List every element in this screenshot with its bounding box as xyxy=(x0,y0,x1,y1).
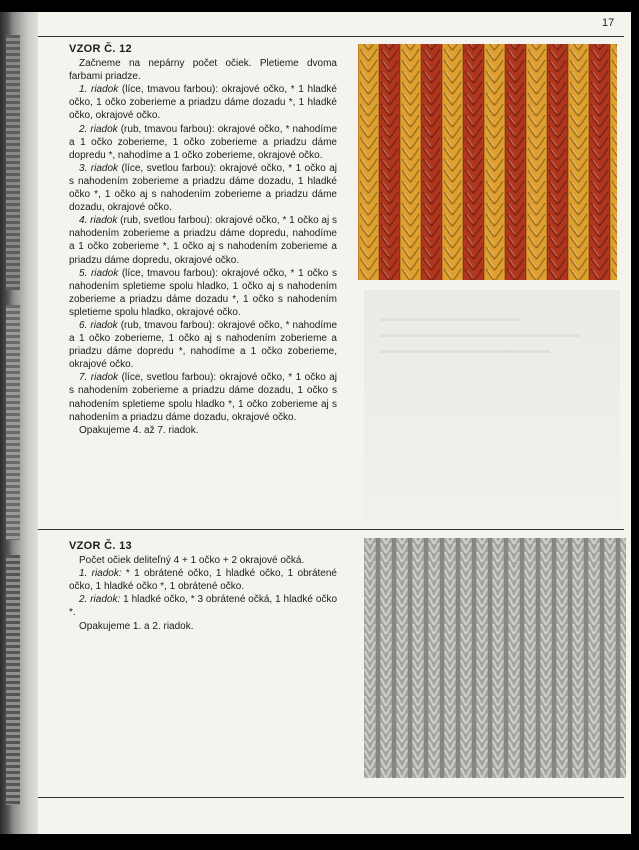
show-through-line xyxy=(380,334,580,337)
show-through-line xyxy=(380,350,550,353)
section-divider xyxy=(38,529,624,530)
instruction-row xyxy=(69,319,337,371)
left-page-photo-edge xyxy=(6,305,20,540)
top-rule xyxy=(38,36,624,37)
page-number: 17 xyxy=(602,17,615,29)
row-label: 4. riadok xyxy=(79,215,118,227)
pattern-12-intro: Začneme na nepárny počet očiek. Pletieme dvoma farbami priadze. xyxy=(69,58,337,83)
pattern-12-photo xyxy=(358,44,617,280)
row-text: 1 hladké očko, * 3 obrátené očká, 1 hladké očko *. xyxy=(69,594,337,619)
row-label: 6. riadok xyxy=(79,319,118,331)
pattern-12-repeat: Opakujeme 4. až 7. riadok. xyxy=(79,424,199,436)
pattern-13-text xyxy=(69,540,337,633)
row-text: (líce, svetlou farbou): okrajové očko, * 1 očko aj s nahodením zoberieme a priadzu dáme dozadu, 1 hladké očko *, 1 očko aj s nahodením zoberieme a priadzu dáme dozadu, okrajové očko. xyxy=(69,162,337,214)
row-label: 1. riadok xyxy=(79,84,119,96)
pattern-13-photo xyxy=(364,538,626,778)
row-text: * 1 obrátené očko, 1 hladké očko, 1 obrátené očko, 1 hladké očko *, 1 obrátené očko. xyxy=(69,568,337,593)
instruction-row xyxy=(69,593,337,619)
striped-knit-swatch xyxy=(358,44,617,280)
instruction-row xyxy=(69,371,337,423)
row-label: 7. riadok xyxy=(79,372,119,384)
row-label: 2. riadok xyxy=(79,123,118,135)
row-label: 1. riadok: xyxy=(79,568,122,580)
row-label: 5. riadok xyxy=(79,267,119,279)
row-text: (líce, svetlou farbou): okrajové očko, * 1 očko aj s nahodením zoberieme a priadzu dáme dozadu, 1 očko s nahodením spletieme spolu hladko *, 1 očko zoberieme aj s nahodením a priadzu dáme dozadu, okrajové očko. xyxy=(69,372,337,423)
bottom-rule xyxy=(38,797,624,798)
ribbed-knit-swatch xyxy=(364,538,626,778)
instruction-row xyxy=(69,267,337,319)
instruction-row xyxy=(69,567,337,593)
row-text: (líce, tmavou farbou): okrajové očko, * 1 hladké očko, 1 očko zoberieme a priadzu dáme dozadu *, 1 hladké očko, okrajové očko. xyxy=(69,84,337,122)
instruction-row xyxy=(69,162,337,214)
instruction-row xyxy=(69,214,337,266)
row-text: (rub, tmavou farbou): okrajové očko, * nahodíme a 1 očko zoberieme, 1 očko zoberieme a priadzu dáme dopredu *, nahodíme a 1 očko zoberieme, okrajové očko. xyxy=(69,123,337,161)
pattern-13-repeat: Opakujeme 1. a 2. riadok. xyxy=(79,620,194,632)
pattern-13-intro: Počet očiek deliteľný 4 + 1 očko + 2 okrajové očká. xyxy=(79,555,305,567)
left-page-photo-edge xyxy=(6,35,20,290)
instruction-row xyxy=(69,83,337,122)
instruction-row xyxy=(69,123,337,162)
row-text: (rub, svetlou farbou): okrajové očko, * 1 očko aj s nahodením zoberieme a priadzu dáme dopredu, nahodíme a 1 očko zoberieme *, 1 očko aj s nahodením zoberieme a priadzu dáme dopredu, okrajové očko. xyxy=(69,215,337,266)
row-label: 2. riadok: xyxy=(79,594,121,606)
row-text: (rub, tmavou farbou): okrajové očko, * nahodíme a 1 očko zoberieme, 1 očko aj s nahodením zoberieme a priadzu dáme dopredu *, nahodíme a 1 očko zoberieme, okrajové očko. xyxy=(69,319,337,371)
show-through-blank-area xyxy=(364,290,620,520)
show-through-line xyxy=(380,318,520,321)
row-text: (líce, tmavou farbou): okrajové očko, * 1 očko s nahodením spletieme spolu hladko, 1 očko aj s nahodením zoberieme a priadzu dáme dozadu *, 1 očko s nahodením spletieme spolu hladko, okrajové očko. xyxy=(69,267,337,318)
pattern-13-title: VZOR Č. 13 xyxy=(69,540,132,552)
pattern-12-text xyxy=(69,43,337,437)
row-label: 3. riadok xyxy=(79,162,119,174)
pattern-12-title: VZOR Č. 12 xyxy=(69,43,132,55)
left-page-photo-edge xyxy=(6,555,20,805)
